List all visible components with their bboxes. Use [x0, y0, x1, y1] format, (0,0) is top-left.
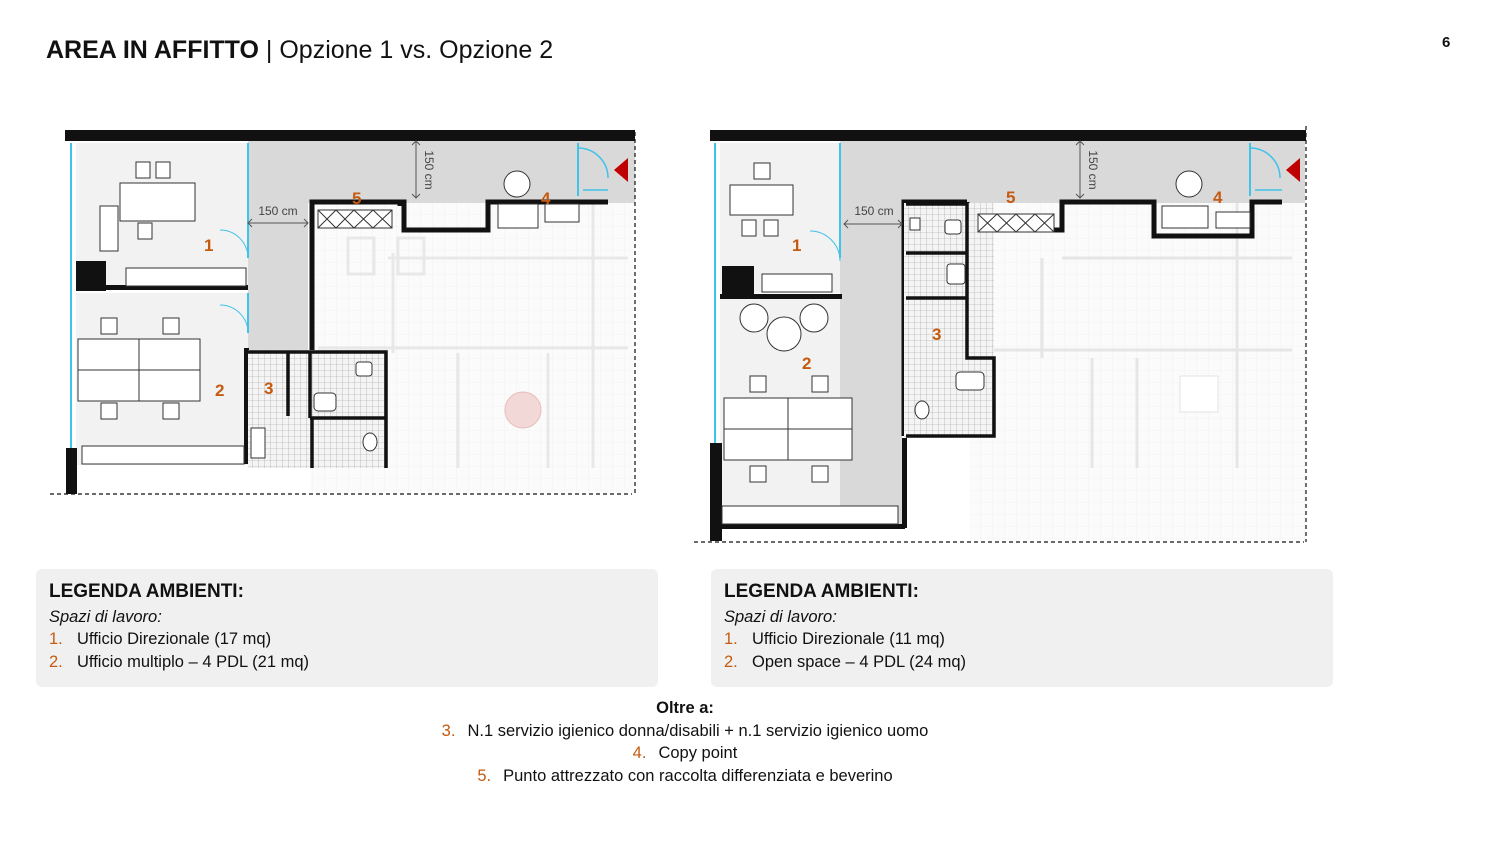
dim-horizontal: 150 cm	[258, 204, 298, 218]
list-item: 5. Punto attrezzato con raccolta differenziata e beverino	[477, 766, 893, 785]
list-item: 2. Open space – 4 PDL (24 mq)	[724, 653, 967, 671]
legend-list	[49, 628, 309, 674]
list-item: 2. Ufficio multiplo – 4 PDL (21 mq)	[49, 653, 310, 671]
top-wall	[710, 130, 1306, 141]
top-wall	[65, 130, 635, 141]
list-item: 1. Ufficio Direzionale (17 mq)	[49, 630, 272, 648]
legend-heading: LEGENDA AMBIENTI:	[724, 581, 919, 602]
corridor-top	[840, 138, 1305, 203]
room-label-2: 2	[802, 354, 812, 373]
faded-table	[1180, 376, 1218, 412]
title-rest: | Opzione 1 vs. Opzione 2	[265, 36, 554, 64]
legend-subheading: Spazi di lavoro:	[724, 608, 837, 626]
dim-horizontal: 150 cm	[854, 204, 894, 218]
waste-station-5	[318, 210, 392, 228]
extras-list	[0, 697, 1370, 787]
wall-1-2	[720, 294, 842, 299]
list-item: 1. Ufficio Direzionale (11 mq)	[724, 630, 945, 648]
legend-option-1	[36, 569, 658, 687]
floor-plan-option-2	[692, 118, 1310, 546]
wall-corridor-bottom	[902, 438, 907, 528]
left-wall-bottom	[66, 448, 77, 494]
wall-room2-bottom	[720, 524, 905, 529]
room-label-3: 3	[264, 379, 274, 398]
room-label-5: 5	[352, 189, 362, 208]
room-label-1: 1	[204, 236, 214, 255]
room-label-3: 3	[932, 325, 942, 344]
room-label-5: 5	[1006, 188, 1016, 207]
column	[722, 266, 754, 296]
legend-option-2	[711, 569, 1333, 687]
floor-plan-option-1	[48, 118, 640, 498]
waste-station-5	[978, 214, 1054, 232]
page-number: 6	[1442, 34, 1451, 51]
corridor-top	[248, 138, 635, 203]
list-item: 3. N.1 servizio igienico donna/disabili + n.1 servizio igienico uomo	[441, 721, 929, 740]
title-bold: AREA IN AFFITTO	[46, 36, 259, 64]
room-label-1: 1	[792, 236, 802, 255]
list-item: 4. Copy point	[632, 744, 738, 762]
room-label-4: 4	[541, 189, 551, 208]
room-label-2: 2	[215, 381, 225, 400]
legend-subheading: Spazi di lavoro:	[49, 608, 162, 626]
faded-table	[505, 392, 541, 428]
dim-vertical: 150 cm	[1086, 150, 1100, 190]
room-label-4: 4	[1213, 188, 1223, 207]
legend-heading: LEGENDA AMBIENTI:	[49, 581, 244, 602]
dim-vertical: 150 cm	[422, 150, 436, 190]
legend-list	[724, 628, 966, 674]
extras-heading: Oltre a:	[656, 699, 714, 717]
page-title	[46, 36, 553, 65]
